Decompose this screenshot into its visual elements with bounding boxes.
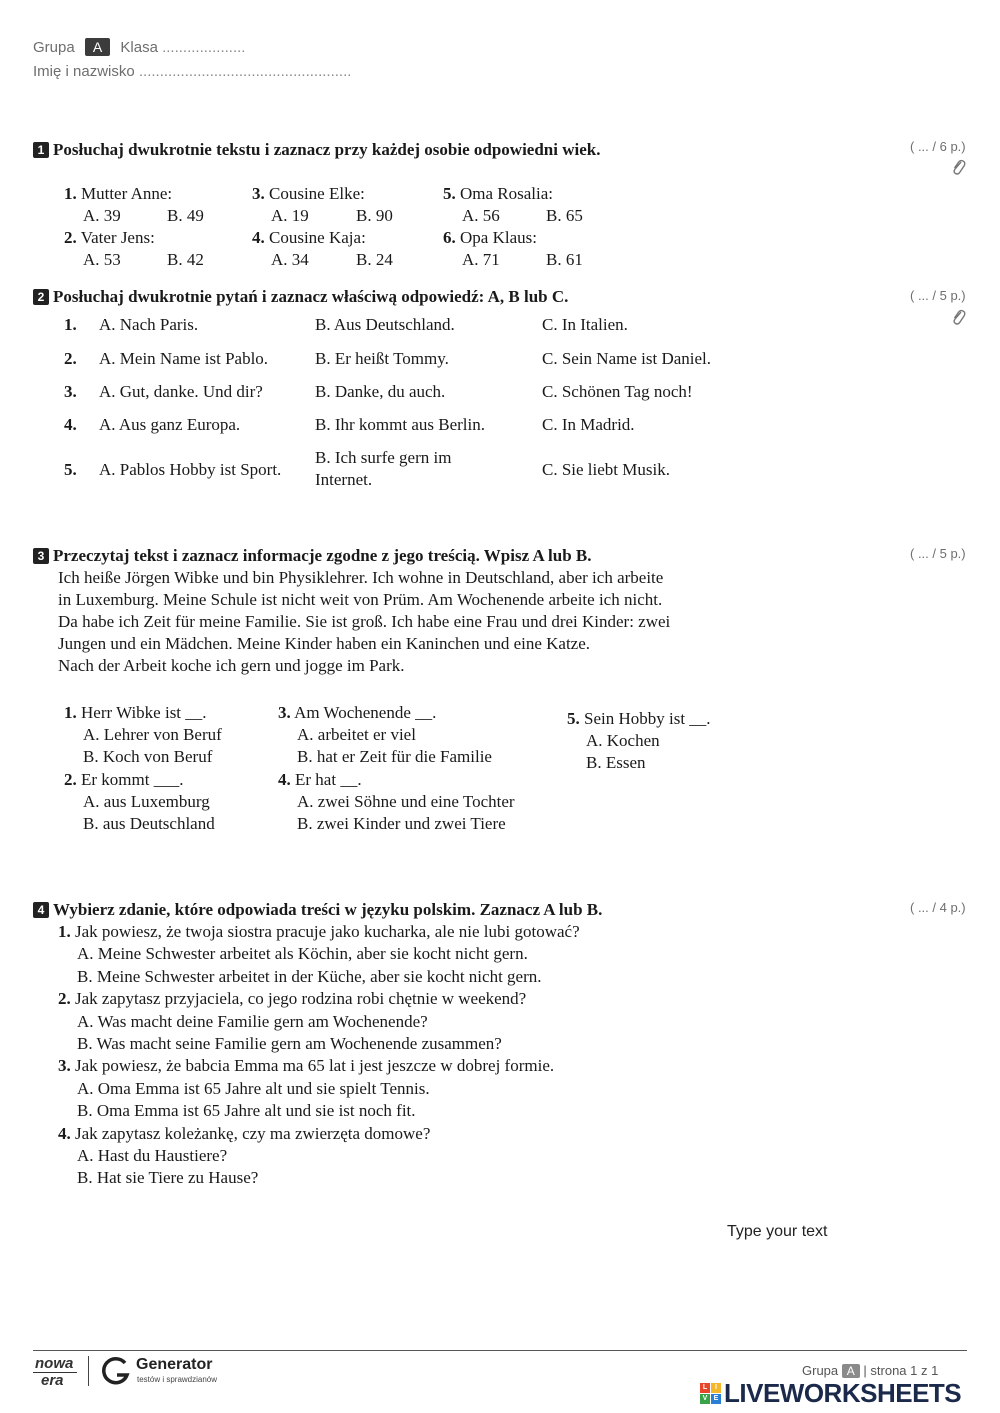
option-b[interactable]: B. 90 [356,206,393,225]
task-2-table: 1. A. Nach Paris. B. Aus Deutschland. C. In Italien. 2. A. Mein Name ist Pablo. B. Er heißt Tommy. C. Sein Name ist Daniel. 3. A. Gut, danke. Und dir? B. Danke, du auch. C. Schönen Tag noch! 4. A. Aus ganz Europa. B. Ihr kommt aus Berlin. C. In Madrid. 5. A. Pablos Hobby ist Sport. B. Ich surfe gern im Internet. C. Sie liebt Musik. [64,314,764,494]
option-b[interactable]: B. Ihr kommt aus Berlin. [315,415,485,434]
task-1-item: 5. Oma Rosalia: [443,184,554,203]
task-4-items [58,921,818,1190]
name-label: Imię i nazwisko [33,63,135,80]
class-label: Klasa [120,39,158,56]
option-a[interactable]: A. 19 [271,206,309,225]
option-b[interactable]: B. Hat sie Tiere zu Hause? [77,1168,259,1188]
task-3-title [33,546,592,566]
task-3-question: 2. Er kommt ___. [64,770,184,789]
task-1-item: 1. Mutter Anne: [64,184,173,203]
task-3-title-text: Przeczytaj tekst i zaznacz informacje zgodne z jego treścią. Wpisz A lub B. [53,546,592,565]
task-4-points: ( ... / 4 p.) [910,900,966,915]
option-c[interactable]: C. Sie liebt Musik. [542,460,670,479]
tile-l: L [700,1383,710,1393]
task-3-reading-text [58,567,778,677]
paperclip-icon[interactable] [950,157,966,177]
text-line: Jungen und ein Mädchen. Meine Kinder haben ein Kaninchen und eine Katze. [58,634,591,653]
option-a[interactable]: A. zwei Söhne und eine Tochter [297,792,515,811]
footer-group [802,1363,938,1378]
option-c[interactable]: C. Sein Name ist Daniel. [542,349,712,368]
name-line [33,63,351,80]
option-c[interactable]: C. In Italien. [542,315,628,334]
option-a[interactable]: A. Gut, danke. Und dir? [99,382,263,401]
task-1-points: ( ... / 6 p.) [910,139,966,154]
task-4-title [33,900,602,920]
option-b[interactable]: B. 24 [356,250,393,269]
option-b[interactable]: B. Koch von Beruf [83,747,213,766]
task-3-question: 5. Sein Hobby ist __. [567,709,711,728]
task-2-title-text: Posłuchaj dwukrotnie pytań i zaznacz właściwą odpowiedź: A, B lub C. [53,287,569,306]
option-a[interactable]: A. Mein Name ist Pablo. [99,349,269,368]
option-a[interactable]: A. aus Luxemburg [83,792,210,811]
generator-logo-icon [101,1355,131,1387]
task-2-number: 2 [33,289,49,305]
tile-e: E [711,1394,721,1404]
option-a[interactable]: A. Kochen [586,731,660,750]
option-b[interactable]: B. Ich surfe gern im Internet. [315,448,452,489]
option-b[interactable]: B. Er heißt Tommy. [315,349,449,368]
text-line: Ich heiße Jörgen Wibke und bin Physiklehrer. Ich wohne in Deutschland, aber ich arbeite [58,568,664,587]
nowa-era-logo: nowa era [33,1356,81,1390]
group-label: Grupa [33,39,75,56]
option-b[interactable]: B. Aus Deutschland. [315,315,455,334]
group-line [33,38,245,56]
footer-divider [33,1350,967,1351]
option-a[interactable]: A. arbeitet er viel [297,725,416,744]
task-1-title [33,140,601,160]
option-a[interactable]: A. Was macht deine Familie gern am Wochenende? [77,1011,428,1031]
option-a[interactable]: A. Hast du Haustiere? [77,1146,228,1166]
task-4-question: 4. Jak zapytasz koleżankę, czy ma zwierzęta domowe? [58,1123,431,1143]
type-text-box[interactable]: Type your text [727,1223,828,1240]
task-2-row: 5. A. Pablos Hobby ist Sport. B. Ich surfe gern im Internet. C. Sie liebt Musik. [64,448,670,489]
option-a[interactable]: A. 39 [83,206,121,225]
task-3-question: 1. Herr Wibke ist __. [64,703,207,722]
generator-title: Generator [136,1356,213,1373]
task-1-item: 4. Cousine Kaja: [252,228,366,247]
option-b[interactable]: B. zwei Kinder und zwei Tiere [297,814,506,833]
option-a[interactable]: A. 56 [462,206,500,225]
paperclip-icon[interactable] [950,307,966,327]
group-badge: A [85,38,110,56]
task-1-item: 2. Vater Jens: [64,228,155,247]
option-a[interactable]: A. 34 [271,250,309,269]
option-b[interactable]: B. hat er Zeit für die Familie [297,747,492,766]
task-4-question: 3. Jak powiesz, że babcia Emma ma 65 lat i jest jeszcze w dobrej formie. [58,1056,555,1076]
liveworksheets-wordmark: LIVEWORKSHEETS [724,1378,962,1408]
name-field[interactable]: ................................................... [138,63,352,80]
option-a[interactable]: A. Lehrer von Beruf [83,725,222,744]
option-a[interactable]: A. 53 [83,250,121,269]
liveworksheets-brand [700,1380,994,1410]
option-b[interactable]: B. aus Deutschland [83,814,215,833]
task-2-title [33,287,568,307]
option-b[interactable]: B. Was macht seine Familie gern am Wochenende zusammen? [77,1034,502,1054]
task-1-number: 1 [33,142,49,158]
option-b[interactable]: B. Danke, du auch. [315,382,446,401]
task-1-item: 6. Opa Klaus: [443,228,537,247]
task-2-points: ( ... / 5 p.) [910,288,966,303]
task-3-question: 4. Er hat __. [278,770,362,789]
task-4-question: 1. Jak powiesz, że twoja siostra pracuje jako kucharka, ale nie lubi gotować? [58,922,580,941]
task-1-item: 3. Cousine Elke: [252,184,365,203]
task-3-items [64,702,764,842]
option-b[interactable]: B. Essen [586,753,646,772]
option-a[interactable]: A. 71 [462,250,500,269]
option-b[interactable]: B. 65 [546,206,583,225]
tile-i: I [711,1383,721,1393]
tile-v: V [700,1394,710,1404]
task-1-title-text: Posłuchaj dwukrotnie tekstu i zaznacz przy każdej osobie odpowiedni wiek. [53,140,601,159]
footer-page-label: | strona 1 z 1 [863,1363,939,1378]
option-a[interactable]: A. Aus ganz Europa. [99,415,241,434]
option-b[interactable]: B. 42 [167,250,204,269]
class-field[interactable]: .................... [162,39,246,56]
liveworksheets-icon [700,1383,722,1405]
task-4-number: 4 [33,902,49,918]
text-line: in Luxemburg. Meine Schule ist nicht weit von Prüm. Am Wochenende arbeite ich nicht. [58,590,663,609]
text-line: Nach der Arbeit koche ich gern und jogge im Park. [58,656,405,675]
option-a[interactable]: A. Nach Paris. [99,315,199,334]
task-3-question: 3. Am Wochenende __. [278,703,437,722]
option-b[interactable]: B. Meine Schwester arbeitet in der Küche, aber sie kocht nicht gern. [77,966,542,986]
option-a[interactable]: A. Pablos Hobby ist Sport. [99,460,282,479]
task-3-points: ( ... / 5 p.) [910,546,966,561]
option-c[interactable]: C. In Madrid. [542,415,635,434]
task-4-question: 2. Jak zapytasz przyjaciela, co jego rodzina robi chętnie w weekend? [58,989,527,1009]
task-1-items [64,183,664,275]
option-b[interactable]: B. 49 [167,206,204,225]
generator-subtitle: testów i sprawdzianów [137,1375,218,1384]
option-c[interactable]: C. Schönen Tag noch! [542,382,693,401]
footer-group-badge: A [842,1364,860,1378]
logo-separator [88,1356,89,1386]
option-b[interactable]: B. 61 [546,250,583,269]
option-a[interactable]: A. Meine Schwester arbeitet als Köchin, aber sie kocht nicht gern. [77,944,528,964]
task-4-title-text: Wybierz zdanie, które odpowiada treści w języku polskim. Zaznacz A lub B. [53,900,603,919]
option-a[interactable]: A. Oma Emma ist 65 Jahre alt und sie spielt Tennis. [77,1078,430,1098]
text-line: Da habe ich Zeit für meine Familie. Sie ist groß. Ich habe eine Frau und drei Kinder: zwei [58,612,671,631]
option-b[interactable]: B. Oma Emma ist 65 Jahre alt und sie ist noch fit. [77,1101,416,1121]
task-3-number: 3 [33,548,49,564]
footer-group-label: Grupa [802,1363,839,1378]
